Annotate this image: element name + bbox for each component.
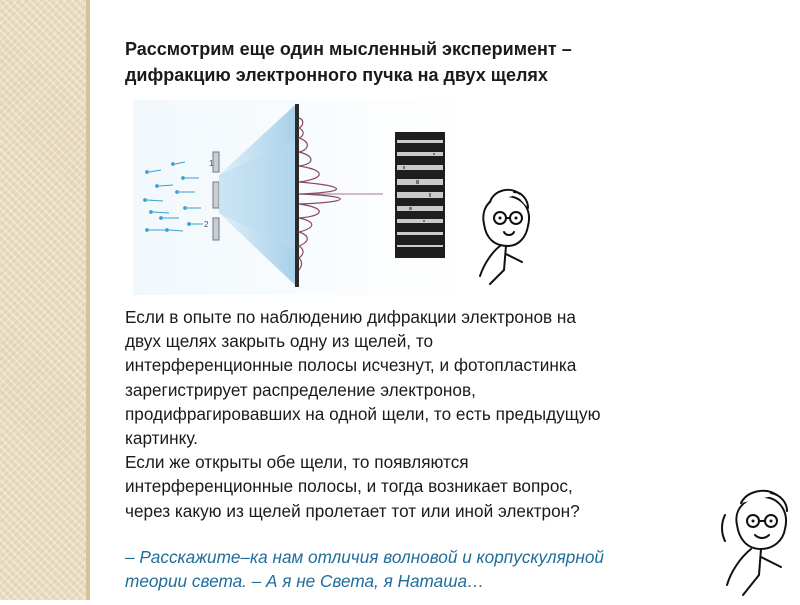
slide-title xyxy=(125,36,745,88)
body-line-6: картинку. xyxy=(125,428,198,449)
title-line-1: Рассмотрим еще один мысленный эксперимент – xyxy=(125,39,572,59)
body-line-3: интерференционные полосы исчезнут, и фотопластинка xyxy=(125,355,577,376)
cartoon-scientist-illustration xyxy=(470,180,550,290)
cartoon-scientist-corner-svg xyxy=(715,485,800,600)
body-line-7: Если же открыты обе щели, то появляются xyxy=(125,452,469,473)
slit-label-1: 1 xyxy=(209,159,214,168)
photographic-plate xyxy=(395,132,445,258)
slide-joke-quote xyxy=(125,545,745,593)
quote-line-1: – Расскажите–ка нам отличия волновой и корпускулярной xyxy=(125,547,604,567)
double-slit-diagram xyxy=(133,100,473,295)
decorative-left-band xyxy=(0,0,86,600)
title-line-2: дифракцию электронного пучка на двух щелях xyxy=(125,65,548,85)
body-line-4: зарегистрирует распределение электронов, xyxy=(125,379,476,400)
cartoon-scientist-svg xyxy=(470,180,550,290)
slit-barrier xyxy=(213,152,219,240)
slit-label-2: 2 xyxy=(204,220,209,229)
body-line-1: Если в опыте по наблюдению дифракции электронов на xyxy=(125,307,576,327)
body-line-2: двух щелях закрыть одну из щелей, то xyxy=(125,331,434,352)
cartoon-scientist-corner-illustration xyxy=(715,485,800,600)
double-slit-svg xyxy=(133,100,473,295)
quote-line-2: теории света. – А я не Света, я Наташа… xyxy=(125,571,485,592)
body-line-9: через какую из щелей пролетает тот или иной электрон? xyxy=(125,500,580,521)
slide-body-text xyxy=(125,305,785,523)
detection-screen xyxy=(295,104,299,287)
body-line-8: интерференционные полосы, и тогда возникает вопрос, xyxy=(125,476,573,497)
body-line-5: продифрагировавших на одной щели, то есть предыдущую xyxy=(125,403,601,424)
decorative-band-edge xyxy=(86,0,90,600)
